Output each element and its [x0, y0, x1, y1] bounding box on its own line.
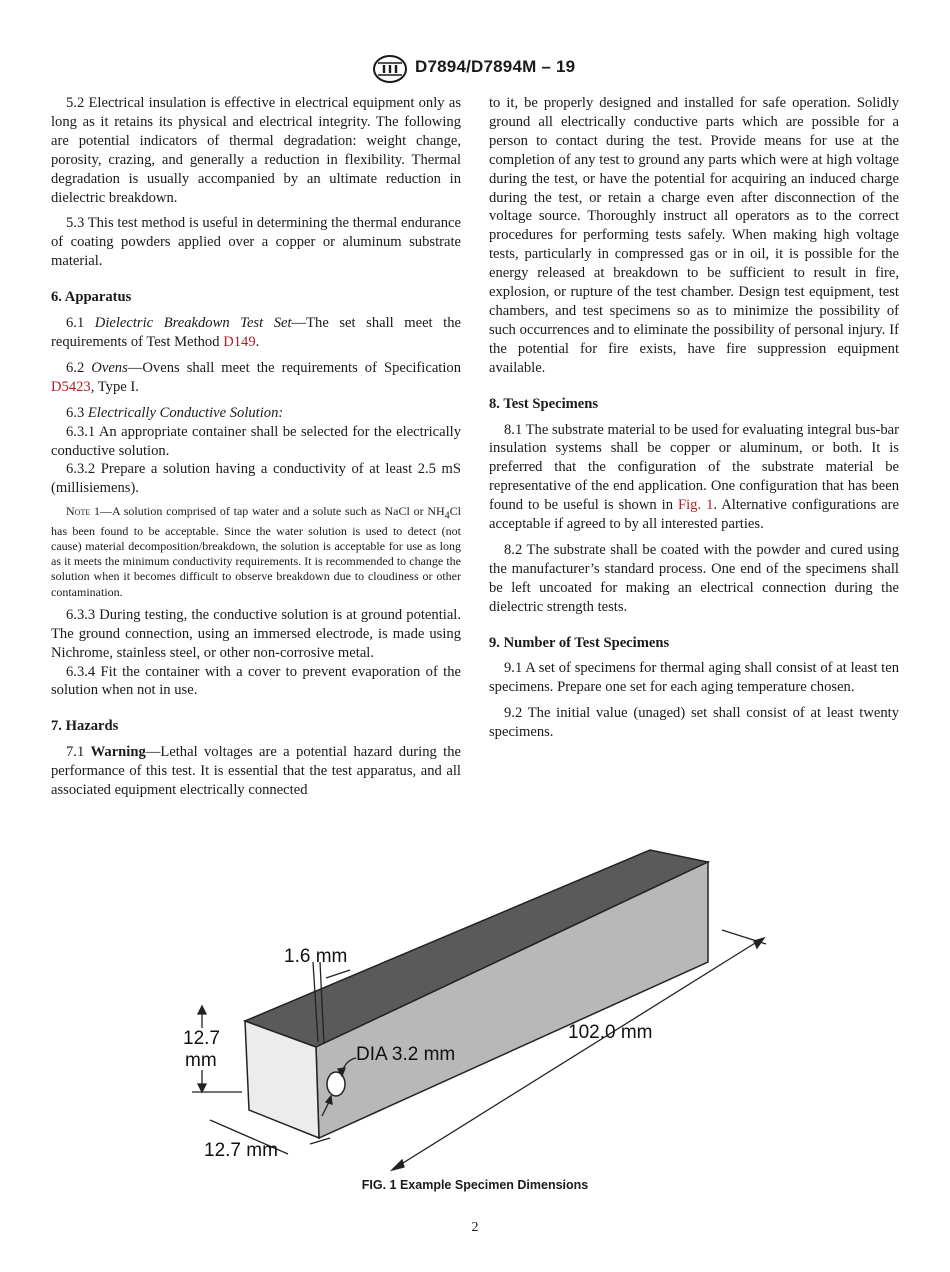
standard-designation: D7894/D7894M – 19 — [415, 57, 576, 76]
note-1: Note 1—A solution comprised of tap water and a solute such as NaCl or $NH_4Cl$ has been found to be acceptable. Since the water solution is used to detect (not cause) material decomposition/breakdown, the solution is acceptable for use as long as it meets the minimum conductivity requirements. It is recommended to change the solution when it becomes difficult to observe breakdown due to cloudiness or other contamination. — [51, 504, 461, 599]
paragraph-5-2: 5.2 Electrical insulation is effective in electrical equipment only as long as it retains its physical and electrical integrity. The following are potential indicators of thermal degradation: weight change, porosity, crazing, and generally a reduction in flexibility. Thermal degradation is usually accompanied by an ultimate reduction in dielectric breakdown. — [51, 95, 461, 206]
reference-link-fig-1[interactable]: Fig. 1 — [678, 497, 714, 514]
paragraph-8-2: 8.2 The substrate shall be coated with the powder and cured using the manufacturer’s standard process. One end of the specimens shall be left uncoated for making an electrical connection during the dielectric strength tests. — [489, 541, 899, 615]
section-heading-hazards: 7. Hazards — [51, 718, 119, 735]
page-number: 2 — [471, 1220, 479, 1235]
paragraph-7-1-continued: to it, be properly designed and installed for safe operation. Solidly ground all electrically conductive parts which are possible for a person to contact during the test. Provide means for use at the completion of any test to ground any parts which were at high voltage during the test, or have the potential for acquiring an induced charge during the test, or retain a charge even after disconnection of the voltage source. Thoroughly instruct all operators as to the correct procedures for performing tests safely. When making high voltage tests, particularly in compressed gas or in oil, it is possible for the energy released at breakdown to be sufficient to result in fire, explosion, or rupture of the test chamber. Design test equipment, test chambers, and test specimens so as to minimize the possibility of such occurrences and to eliminate the possibility of personal injury. If the potential for fire exists, have fire suppression equipment available. — [489, 95, 899, 376]
section-heading-apparatus: 6. Apparatus — [51, 289, 132, 306]
label-thickness: 1.6 mm — [284, 946, 348, 967]
figure-caption: FIG. 1 Example Specimen Dimensions — [361, 1178, 589, 1192]
section-heading-number-of-specimens: 9. Number of Test Specimens — [489, 634, 670, 651]
paragraph-6-3-3: 6.3.3 During testing, the conductive solution is at ground potential. The ground connection, using an immersed electrode, is made using Nichrome, stainless steel, or other non-corrosive metal. — [51, 606, 461, 661]
paragraph-7-1: 7.1 Warning—Lethal voltages are a potential hazard during the performance of this test. It is essential that the test apparatus, and all associated equipment electrically connected — [51, 744, 461, 799]
paragraph-6-3-4: 6.3.4 Fit the container with a cover to prevent evaporation of the solution when not in use. — [51, 663, 461, 699]
paragraph-6-3-2: 6.3.2 Prepare a solution having a conductivity of at least 2.5 mS (millisiemens). — [51, 461, 461, 497]
reference-link-d5423[interactable]: D5423 — [51, 378, 91, 395]
label-width: 12.7 mm — [204, 1140, 278, 1161]
paragraph-6-3: 6.3 Electrically Conductive Solution: — [66, 404, 284, 421]
paragraph-8-1: 8.1 The substrate material to be used for evaluating integral bus-bar insulation systems shall be copper or aluminum, or both. It is preferred that the configuration of the substrate material be representative of the end application. One configuration that has been found to be useful is shown in Fig. 1. Alternative configurations are acceptable if agreed to by all interested parties. — [489, 421, 900, 533]
paragraph-5-3: 5.3 This test method is useful in determining the thermal endurance of coating powders applied over a copper or aluminum substrate material. — [51, 215, 461, 270]
section-heading-test-specimens: 8. Test Specimens — [489, 395, 599, 412]
paragraph-6-1: 6.1 Dielectric Breakdown Test Set—The set shall meet the requirements of Test Method D149. — [51, 315, 461, 350]
figure-specimen-diagram — [170, 838, 780, 1178]
astm-logo-icon — [372, 54, 408, 84]
label-hole-diameter: DIA 3.2 mm — [356, 1044, 456, 1065]
left-column — [51, 94, 461, 807]
paragraph-6-3-1: 6.3.1 An appropriate container shall be selected for the electrically conductive solution. — [51, 423, 461, 459]
reference-link-d149[interactable]: D149 — [223, 333, 256, 350]
paragraph-6-2: 6.2 Ovens—Ovens shall meet the requirements of Specification D5423, Type I. — [51, 359, 461, 395]
page-header — [0, 54, 950, 84]
label-height-unit: mm — [185, 1050, 217, 1071]
paragraph-9-1: 9.1 A set of specimens for thermal aging shall consist of at least ten specimens. Prepare one set for each aging temperature chosen. — [489, 660, 899, 696]
dimension-height — [192, 1006, 242, 1092]
right-column — [489, 94, 899, 749]
paragraph-9-2: 9.2 The initial value (unaged) set shall consist of at least twenty specimens. — [489, 705, 899, 741]
label-height-value: 12.7 — [183, 1028, 220, 1049]
label-length: 102.0 mm — [568, 1022, 653, 1043]
